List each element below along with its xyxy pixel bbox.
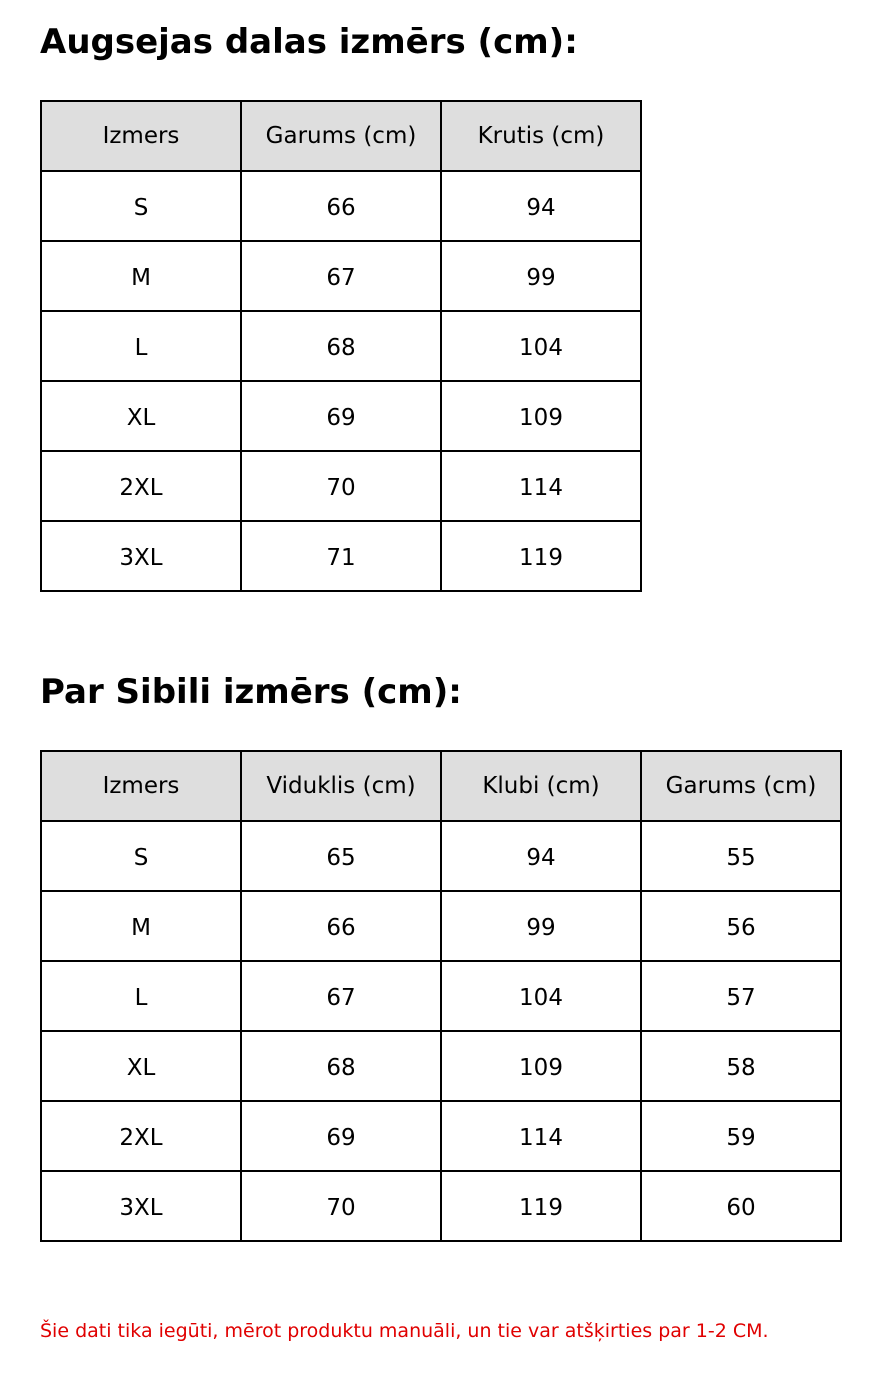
- table-cell: 69: [241, 1101, 441, 1171]
- table-cell: 60: [641, 1171, 841, 1241]
- column-header: Garums (cm): [641, 751, 841, 821]
- column-header: Viduklis (cm): [241, 751, 441, 821]
- table-cell: 2XL: [41, 451, 241, 521]
- column-header: Izmers: [41, 101, 241, 171]
- table-cell: 114: [441, 1101, 641, 1171]
- table-row: [41, 381, 641, 451]
- table-cell: S: [41, 821, 241, 891]
- table-cell: L: [41, 311, 241, 381]
- table-cell: 65: [241, 821, 441, 891]
- table-cell: XL: [41, 381, 241, 451]
- table-header-row: [41, 751, 841, 821]
- table-cell: 67: [241, 961, 441, 1031]
- table-cell: 119: [441, 521, 641, 591]
- table-cell: 99: [441, 241, 641, 311]
- table-cell: 56: [641, 891, 841, 961]
- table-cell: 68: [241, 311, 441, 381]
- table-row: [41, 961, 841, 1031]
- table-cell: 70: [241, 1171, 441, 1241]
- table-cell: 109: [441, 1031, 641, 1101]
- table-cell: L: [41, 961, 241, 1031]
- table-cell: 66: [241, 171, 441, 241]
- column-header: Garums (cm): [241, 101, 441, 171]
- bottom-section-title: Par Sibili izmērs (cm):: [40, 672, 462, 712]
- table-row: [41, 311, 641, 381]
- table-cell: 3XL: [41, 521, 241, 591]
- table-row: [41, 1171, 841, 1241]
- table-cell: 68: [241, 1031, 441, 1101]
- table-cell: M: [41, 241, 241, 311]
- table-row: [41, 1031, 841, 1101]
- table-row: [41, 521, 641, 591]
- table-cell: 104: [441, 961, 641, 1031]
- table-row: [41, 821, 841, 891]
- table-cell: 70: [241, 451, 441, 521]
- table-cell: 3XL: [41, 1171, 241, 1241]
- table-cell: 58: [641, 1031, 841, 1101]
- bottom-size-table: [40, 750, 842, 1242]
- table-cell: 109: [441, 381, 641, 451]
- column-header: Krutis (cm): [441, 101, 641, 171]
- table-row: [41, 241, 641, 311]
- table-cell: 2XL: [41, 1101, 241, 1171]
- table-cell: 69: [241, 381, 441, 451]
- table-row: [41, 451, 641, 521]
- table-cell: 59: [641, 1101, 841, 1171]
- table-cell: XL: [41, 1031, 241, 1101]
- table-cell: 71: [241, 521, 441, 591]
- top-size-table: [40, 100, 642, 592]
- table-cell: 119: [441, 1171, 641, 1241]
- table-header-row: [41, 101, 641, 171]
- table-row: [41, 171, 641, 241]
- table-cell: 99: [441, 891, 641, 961]
- table-cell: 94: [441, 821, 641, 891]
- table-cell: S: [41, 171, 241, 241]
- table-cell: 55: [641, 821, 841, 891]
- table-cell: 104: [441, 311, 641, 381]
- column-header: Klubi (cm): [441, 751, 641, 821]
- table-cell: 57: [641, 961, 841, 1031]
- table-cell: 94: [441, 171, 641, 241]
- top-section-title: Augsejas dalas izmērs (cm):: [40, 22, 578, 62]
- table-row: [41, 1101, 841, 1171]
- table-cell: M: [41, 891, 241, 961]
- table-cell: 66: [241, 891, 441, 961]
- table-row: [41, 891, 841, 961]
- table-cell: 114: [441, 451, 641, 521]
- column-header: Izmers: [41, 751, 241, 821]
- measurement-disclaimer: Šie dati tika iegūti, mērot produktu manuāli, un tie var atšķirties par 1-2 CM.: [40, 1320, 769, 1342]
- table-cell: 67: [241, 241, 441, 311]
